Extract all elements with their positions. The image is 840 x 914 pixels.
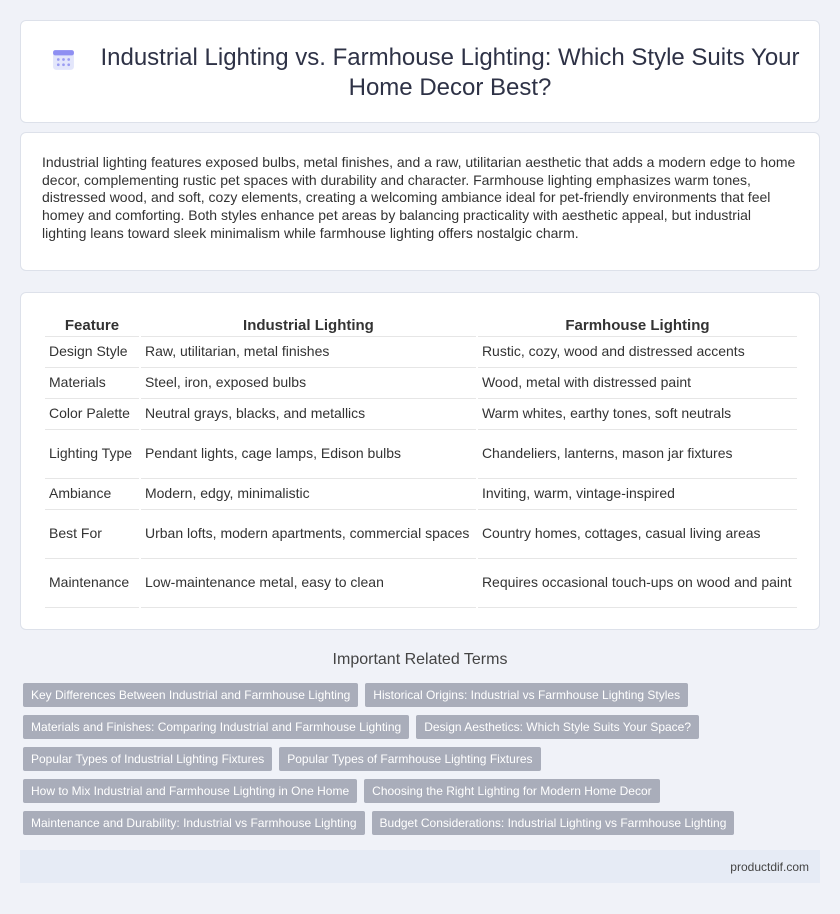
comparison-table: [43, 315, 799, 608]
table-row: [45, 510, 797, 559]
related-term-tag[interactable]: Maintenance and Durability: Industrial vs Farmhouse Lighting: [23, 811, 365, 835]
industrial-cell: Raw, utilitarian, metal finishes: [141, 337, 476, 368]
industrial-cell: Modern, edgy, minimalistic: [141, 479, 476, 510]
related-term-tag[interactable]: Key Differences Between Industrial and Farmhouse Lighting: [23, 683, 358, 707]
page-title: Industrial Lighting vs. Farmhouse Lighting: Which Style Suits Your Home Decor Best?: [100, 44, 800, 101]
tag-row: [23, 747, 817, 771]
table-header-row: [45, 315, 797, 337]
feature-cell: Best For: [45, 510, 139, 559]
feature-cell: Color Palette: [45, 399, 139, 430]
related-terms-title: Important Related Terms: [332, 651, 508, 668]
feature-cell: Materials: [45, 368, 139, 399]
industrial-cell: Neutral grays, blacks, and metallics: [141, 399, 476, 430]
tag-row: [23, 811, 817, 835]
related-term-tag[interactable]: Materials and Finishes: Comparing Industrial and Farmhouse Lighting: [23, 715, 409, 739]
intro-card: [20, 132, 820, 271]
related-term-tag[interactable]: Budget Considerations: Industrial Lighting vs Farmhouse Lighting: [372, 811, 735, 835]
industrial-cell: Urban lofts, modern apartments, commercial spaces: [141, 510, 476, 559]
column-header-feature: Feature: [45, 315, 139, 337]
farmhouse-cell: Inviting, warm, vintage-inspired: [478, 479, 797, 510]
tag-row: [23, 779, 817, 803]
column-header-industrial: Industrial Lighting: [141, 315, 476, 337]
table-row: [45, 479, 797, 510]
related-terms-list: [23, 683, 817, 843]
table-row: [45, 368, 797, 399]
column-header-farmhouse: Farmhouse Lighting: [478, 315, 797, 337]
related-term-tag[interactable]: Popular Types of Industrial Lighting Fixtures: [23, 747, 272, 771]
feature-cell: Ambiance: [45, 479, 139, 510]
related-term-tag[interactable]: Design Aesthetics: Which Style Suits Your Space?: [416, 715, 699, 739]
farmhouse-cell: Warm whites, earthy tones, soft neutrals: [478, 399, 797, 430]
comparison-card: [20, 292, 820, 630]
calendar-icon: [51, 47, 76, 72]
related-term-tag[interactable]: Choosing the Right Lighting for Modern Home Decor: [364, 779, 659, 803]
farmhouse-cell: Rustic, cozy, wood and distressed accents: [478, 337, 797, 368]
tag-row: [23, 715, 817, 739]
header-card: [20, 20, 820, 123]
feature-cell: Maintenance: [45, 559, 139, 608]
table-row: [45, 337, 797, 368]
table-row: [45, 399, 797, 430]
table-row: [45, 430, 797, 479]
industrial-cell: Steel, iron, exposed bulbs: [141, 368, 476, 399]
footer: [20, 850, 820, 883]
footer-site-link[interactable]: productdif.com: [730, 860, 809, 874]
industrial-cell: Low-maintenance metal, easy to clean: [141, 559, 476, 608]
feature-cell: Lighting Type: [45, 430, 139, 479]
farmhouse-cell: Requires occasional touch-ups on wood and paint: [478, 559, 797, 608]
intro-paragraph: Industrial lighting features exposed bulbs, metal finishes, and a raw, utilitarian aesthetic that adds a modern edge to home decor, complementing rustic pet spaces with durability and character. Farmhouse lighting emphasizes warm tones, distressed wood, and soft, cozy elements, creating a welcoming ambiance ideal for pet-friendly environments that feel homey and comforting. Both styles enhance pet areas by balancing practicality with aesthetic appeal, but industrial lighting leans toward sleek minimalism while farmhouse lighting offers nostalgic charm.: [42, 154, 796, 241]
industrial-cell: Pendant lights, cage lamps, Edison bulbs: [141, 430, 476, 479]
related-term-tag[interactable]: How to Mix Industrial and Farmhouse Lighting in One Home: [23, 779, 357, 803]
table-row: [45, 559, 797, 608]
farmhouse-cell: Chandeliers, lanterns, mason jar fixtures: [478, 430, 797, 479]
related-term-tag[interactable]: Popular Types of Farmhouse Lighting Fixtures: [279, 747, 540, 771]
related-term-tag[interactable]: Historical Origins: Industrial vs Farmhouse Lighting Styles: [365, 683, 688, 707]
farmhouse-cell: Country homes, cottages, casual living areas: [478, 510, 797, 559]
farmhouse-cell: Wood, metal with distressed paint: [478, 368, 797, 399]
feature-cell: Design Style: [45, 337, 139, 368]
tag-row: [23, 683, 817, 707]
